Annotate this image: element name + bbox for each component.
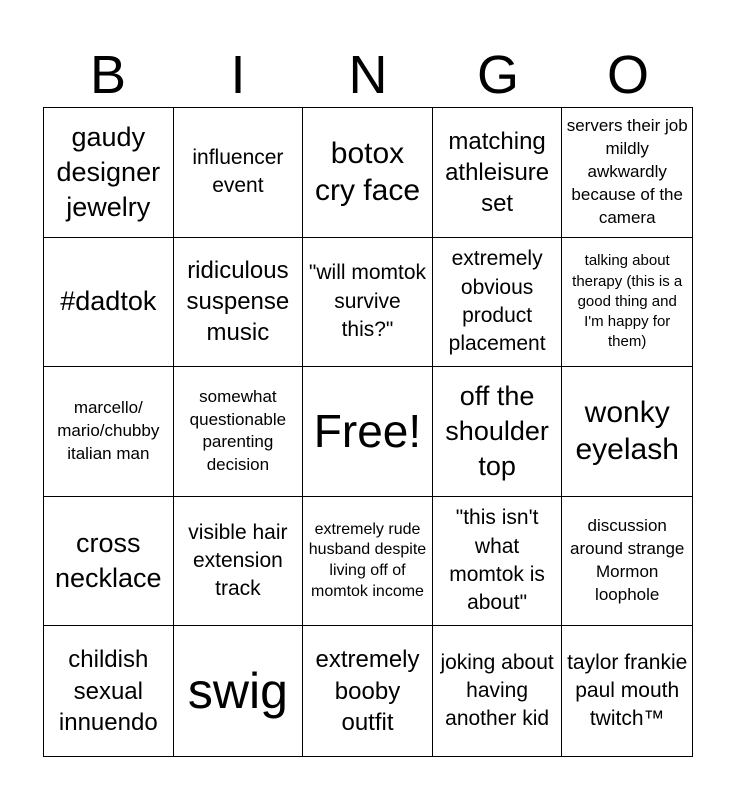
cell-text: servers their job mildly awkwardly because of the camera	[566, 115, 688, 227]
bingo-cell[interactable]	[433, 497, 563, 627]
bingo-cell[interactable]	[174, 367, 304, 497]
bingo-cell[interactable]	[44, 626, 174, 756]
cell-text: discussion around strange Mormon loophole	[570, 516, 685, 605]
bingo-cell[interactable]	[44, 497, 174, 627]
cell-text: extremely obvious product placement	[448, 247, 546, 356]
cell-text: talking about therapy (this is a good thing and I'm happy for them)	[572, 252, 683, 351]
cell-text: cross necklace	[55, 528, 162, 594]
cell-text: ridiculous suspense music	[186, 257, 290, 347]
cell-text: taylor frankie paul mouth twitch™	[567, 650, 688, 731]
bingo-cell[interactable]	[433, 108, 563, 238]
bingo-cell[interactable]	[44, 108, 174, 238]
header-letter-n: N	[348, 45, 388, 105]
cell-text: extremely rude husband despite living off of momtok income	[308, 520, 427, 600]
header-letter-b: B	[89, 45, 127, 105]
bingo-cell[interactable]	[562, 238, 692, 368]
bingo-cell[interactable]	[433, 626, 563, 756]
bingo-cell[interactable]	[44, 367, 174, 497]
cell-text: visible hair extension track	[188, 520, 288, 601]
bingo-cell free-space[interactable]	[303, 367, 433, 497]
cell-text: botox cry face	[314, 136, 420, 208]
bingo-cell[interactable]	[433, 367, 563, 497]
cell-text: swig	[187, 663, 288, 720]
cell-text: marcello/ mario/chubby italian man	[57, 398, 160, 463]
bingo-cell[interactable]	[562, 497, 692, 627]
cell-text: somewhat questionable parenting decision	[189, 386, 287, 475]
bingo-cell[interactable]	[174, 626, 304, 756]
cell-text: influencer event	[192, 145, 284, 198]
bingo-board	[43, 107, 693, 757]
bingo-cell[interactable]	[562, 626, 692, 756]
header-letter-g: G	[476, 45, 519, 105]
cell-text: gaudy designer jewelry	[56, 121, 161, 222]
header-letter-o: O	[606, 45, 649, 105]
cell-text: matching athleisure set	[445, 127, 550, 217]
bingo-cell[interactable]	[174, 108, 304, 238]
bingo-cell[interactable]	[562, 108, 692, 238]
bingo-cell[interactable]	[303, 238, 433, 368]
cell-text: childish sexual innuendo	[58, 646, 158, 736]
cell-text: wonky eyelash	[575, 395, 679, 467]
header-letter-i: I	[230, 45, 246, 105]
cell-text: "this isn't what momtok is about"	[449, 506, 545, 615]
bingo-cell[interactable]	[303, 626, 433, 756]
bingo-cell[interactable]	[562, 367, 692, 497]
bingo-cell[interactable]	[303, 497, 433, 627]
bingo-header	[43, 44, 693, 106]
cell-text: #dadtok	[60, 286, 157, 317]
bingo-cell[interactable]	[44, 238, 174, 368]
bingo-cell[interactable]	[174, 497, 304, 627]
cell-text: off the shoulder top	[445, 380, 549, 482]
cell-text: joking about having another kid	[440, 650, 554, 731]
bingo-cell[interactable]	[174, 238, 304, 368]
free-space-label: Free!	[313, 405, 422, 458]
bingo-cell[interactable]	[433, 238, 563, 368]
cell-text: "will momtok survive this?"	[308, 261, 427, 342]
cell-text: extremely booby outfit	[315, 646, 420, 736]
bingo-cell[interactable]	[303, 108, 433, 238]
